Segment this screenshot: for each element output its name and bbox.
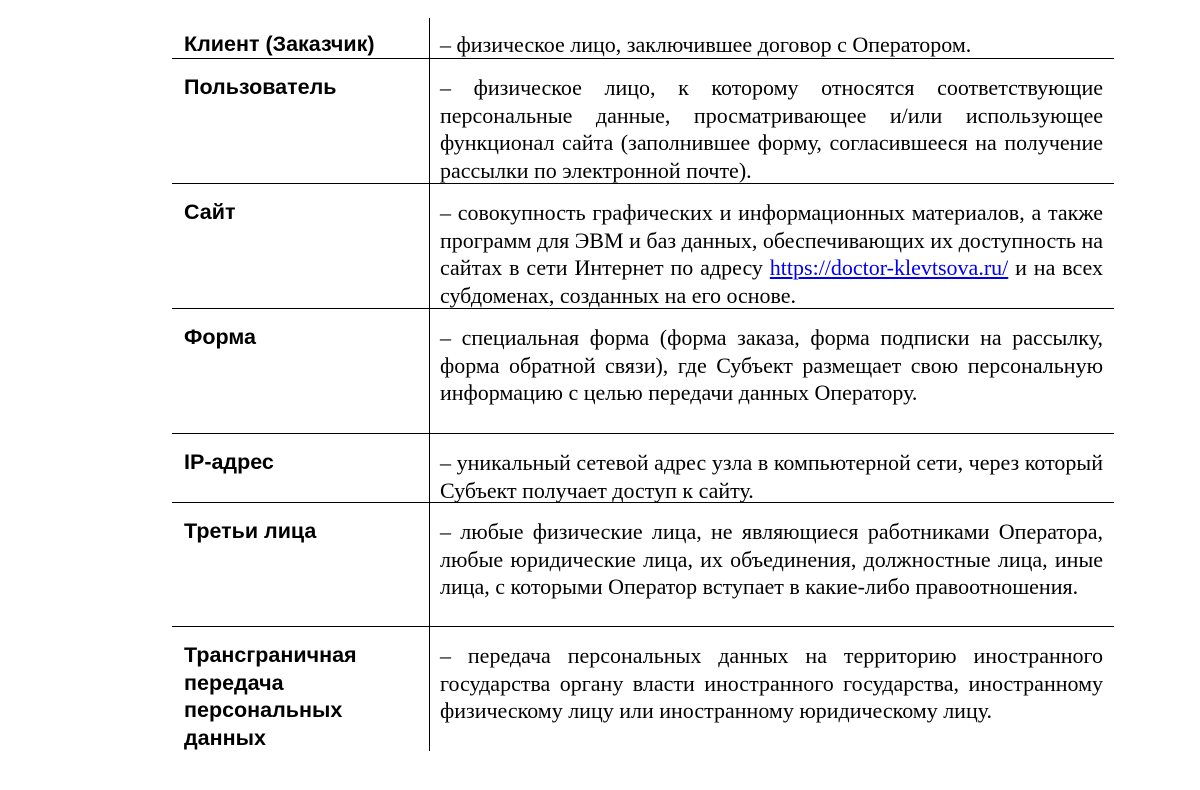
term-cell: IP-адрес: [172, 434, 430, 502]
table-row: [172, 434, 1114, 503]
term-cell: Клиент (Заказчик): [172, 18, 430, 58]
definition-text: и на всех субдоменах, созданных на его основе.: [440, 255, 1103, 308]
table-row: [172, 59, 1114, 184]
term-cell: Третьи лица: [172, 503, 430, 626]
table-row: [172, 184, 1114, 309]
definition-cell: – физическое лицо, к которому относятся соответствующие персональные данные, просматривающее и/или использующее функционал сайта (заполнившее форму, согласившееся на получение рассылки по электронной почте).: [440, 75, 1103, 183]
term-cell: Сайт: [172, 184, 430, 308]
term-cell: Форма: [172, 309, 430, 433]
table-row: [172, 309, 1114, 434]
term-cell: Трансграничная передача персональных данных: [172, 627, 430, 751]
site-link[interactable]: https://doctor-klevtsova.ru/: [769, 255, 1009, 280]
definition-cell: – любые физические лица, не являющиеся работниками Оператора, любые юридические лица, их объединения, должностные лица, иные лица, с которыми Оператор вступает в какие-либо правоотношения.: [440, 519, 1103, 599]
table-row: [172, 627, 1114, 751]
definition-cell: – уникальный сетевой адрес узла в компьютерной сети, через который Субъект получает доступ к сайту.: [440, 450, 1103, 503]
definition-cell: – физическое лицо, заключившее договор с Оператором.: [440, 32, 972, 57]
definition-cell: – специальная форма (форма заказа, форма подписки на рассылку, форма обратной связи), где Субъект размещает свою персональную информацию с целью передачи данных Оператору.: [440, 325, 1103, 405]
table-row: [172, 503, 1114, 627]
definition-cell: – передача персональных данных на территорию иностранного государства органу власти иностранного государства, иностранному физическому лицу или иностранному юридическому лицу.: [440, 643, 1103, 723]
definitions-table: [172, 18, 1114, 751]
table-row: [172, 18, 1114, 59]
definition-cell: [430, 199, 1114, 308]
definition-text: – совокупность графических и информационных материалов, а также программ для ЭВМ и баз данных, обеспечивающих их доступность на сайтах в сети Интернет по адресу: [440, 200, 1103, 280]
term-cell: Пользователь: [172, 59, 430, 183]
